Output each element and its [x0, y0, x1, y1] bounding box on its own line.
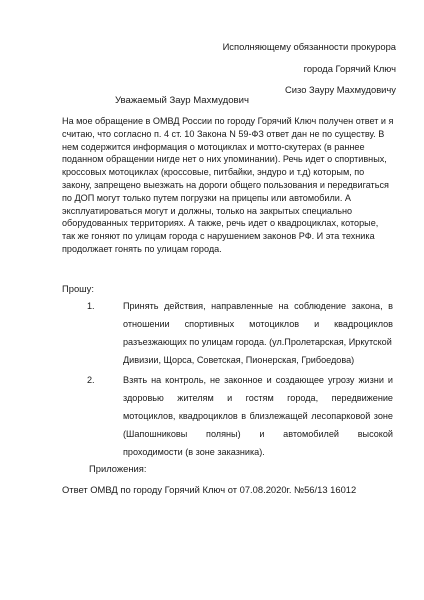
addressee-line-1: Исполняющему обязанности прокурора — [222, 41, 396, 52]
addressee-line-3: Сизо Зауру Махмудовичу — [285, 84, 396, 95]
request-line: отношении спортивных мотоциклов и квадроциклов — [123, 319, 393, 329]
attachments-heading: Приложения: — [89, 463, 147, 474]
attachment-reference: Ответ ОМВД по городу Горячий Ключ от 07.08.2020г. №56/13 16012 — [62, 484, 357, 495]
request-line: (Шапошниковы поляны) и автомобилей высокой — [123, 429, 393, 439]
greeting: Уважаемый Заур Махмудович — [115, 95, 249, 106]
request-line: здоровью жителям и гостям города, передвижение — [123, 393, 393, 403]
request-number: 2. — [87, 375, 95, 385]
addressee-line-2: города Горячий Ключ — [303, 63, 396, 74]
body-line: поданном обращении нигде нет о них упоминании). Речь идет о спортивных, — [62, 154, 387, 165]
body-line: считаю, что согласно п. 4 ст. 10 Закона N 59-ФЗ ответ дан не по существу. В — [62, 128, 385, 139]
request-line: проходимости (в зоне заказника). — [123, 447, 265, 457]
request-line: мотоциклов, квадроциклов в близлежащей лесопарковой зоне — [123, 411, 393, 421]
body-line: эксплуатироваться могут и должны, только на закрытых специально — [62, 205, 353, 216]
body-line: оборудованных территориях. А также, речь идет о квадроциклах, которые, — [62, 218, 379, 229]
body-paragraph — [62, 115, 392, 256]
request-text — [123, 371, 393, 461]
request-line: разъезжающих по улицам города. (ул.Пролетарская, Иркутской — [123, 337, 392, 347]
request-text — [123, 297, 393, 369]
body-line: кроссовых мотоциклах (кроссовые, питбайки, эндуро и т.д) которым, по — [62, 167, 365, 178]
request-line: Принять действия, направленные на соблюдение закона, в — [123, 301, 393, 311]
body-line: так же гоняют по улицам города с нарушением законов РФ. И эта техника — [62, 231, 375, 242]
body-line: нем содержится информация о мотоциклах и мотто-скутерах (в раннее — [62, 141, 365, 152]
request-number: 1. — [87, 301, 95, 311]
request-heading: Прошу: — [62, 283, 94, 294]
request-line: Взять на контроль, не законное и создающее угрозу жизни и — [123, 375, 393, 385]
request-line: Дивизии, Щорса, Советская, Пионерская, Грибоедова) — [123, 355, 355, 365]
body-line: по ДОП могут только путем погрузки на прицепы или автомобили. А — [62, 192, 351, 203]
body-line: продолжает гонять по улицам города. — [62, 243, 222, 254]
body-line: закону, запрещено выезжать на дороги общего пользования и передвигаться — [62, 179, 389, 190]
body-line: На мое обращение в ОМВД России по городу Горячий Ключ получен ответ и я — [62, 116, 394, 126]
